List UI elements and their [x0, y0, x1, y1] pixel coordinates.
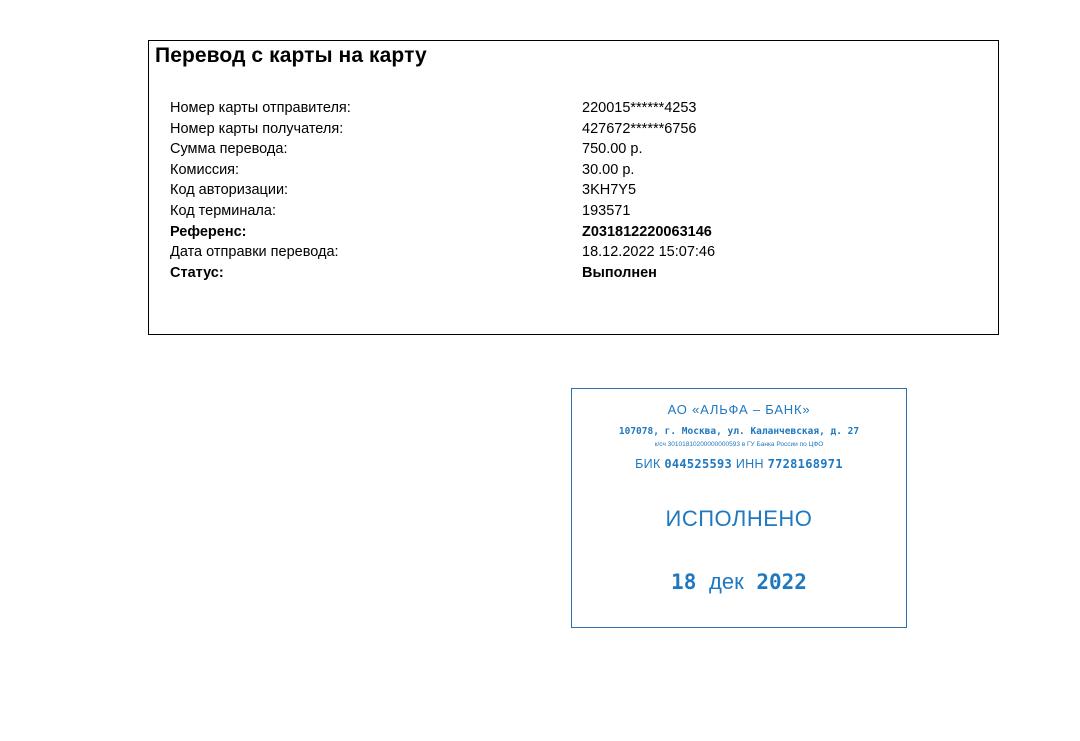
- stamp-date: [572, 569, 906, 595]
- stamp-date-year: 2022: [756, 570, 807, 594]
- status-label: Статус:: [170, 264, 224, 281]
- stamp-account: к/сч 30101810200000000593 в ГУ Банка России по ЦФО: [654, 441, 824, 448]
- reference-value: Z031812220063146: [582, 223, 712, 240]
- row-reference: [170, 222, 990, 243]
- receipt-title: Перевод с карты на карту: [155, 44, 427, 67]
- sender-card-value: 220015******4253: [582, 100, 697, 116]
- auth-code-label: Код авторизации:: [170, 182, 289, 199]
- stamp-bik-value: 044525593: [664, 457, 733, 471]
- status-value: Выполнен: [582, 264, 657, 281]
- stamp-status: ИСПОЛНЕНО: [665, 506, 813, 531]
- recipient-card-value: 427672******6756: [582, 120, 697, 137]
- recipient-card-label: Номер карты получателя:: [170, 120, 344, 137]
- send-date-label: Дата отправки перевода:: [170, 244, 339, 261]
- send-date-value: 18.12.2022 15:07:46: [582, 244, 716, 261]
- stamp-ids: [572, 457, 906, 471]
- reference-label: Референс:: [170, 223, 247, 240]
- amount-label: Сумма перевода:: [170, 141, 288, 158]
- row-recipient-card: [170, 119, 990, 140]
- stamp-date-month: дек: [709, 569, 744, 594]
- auth-code-value: 3KH7Y5: [582, 182, 637, 199]
- commission-label: Комиссия:: [170, 161, 240, 178]
- stamp-bank-name: АО «АЛЬФА – БАНК»: [667, 402, 811, 417]
- row-commission: [170, 160, 990, 181]
- row-amount: [170, 139, 990, 160]
- receipt-details: [170, 98, 990, 283]
- stamp-bik-label: БИК: [635, 457, 661, 471]
- stamp-date-day: 18: [671, 570, 697, 594]
- terminal-code-label: Код терминала:: [170, 202, 276, 219]
- bank-stamp: [571, 388, 907, 628]
- amount-value: 750.00 р.: [582, 141, 643, 158]
- stamp-inn-label: ИНН: [735, 457, 764, 471]
- row-auth-code: [170, 180, 990, 201]
- commission-value: 30.00 р.: [582, 161, 635, 178]
- row-terminal-code: [170, 201, 990, 222]
- row-sender-card: [170, 98, 990, 119]
- stamp-inn-value: 7728168971: [767, 457, 843, 471]
- terminal-code-value: 193571: [582, 202, 631, 219]
- row-send-date: [170, 242, 990, 263]
- sender-card-label: Номер карты отправителя:: [170, 100, 351, 116]
- transfer-receipt: [148, 40, 999, 335]
- stamp-address: 107078, г. Москва, ул. Каланчевская, д. 27: [618, 426, 860, 437]
- row-status: [170, 263, 990, 284]
